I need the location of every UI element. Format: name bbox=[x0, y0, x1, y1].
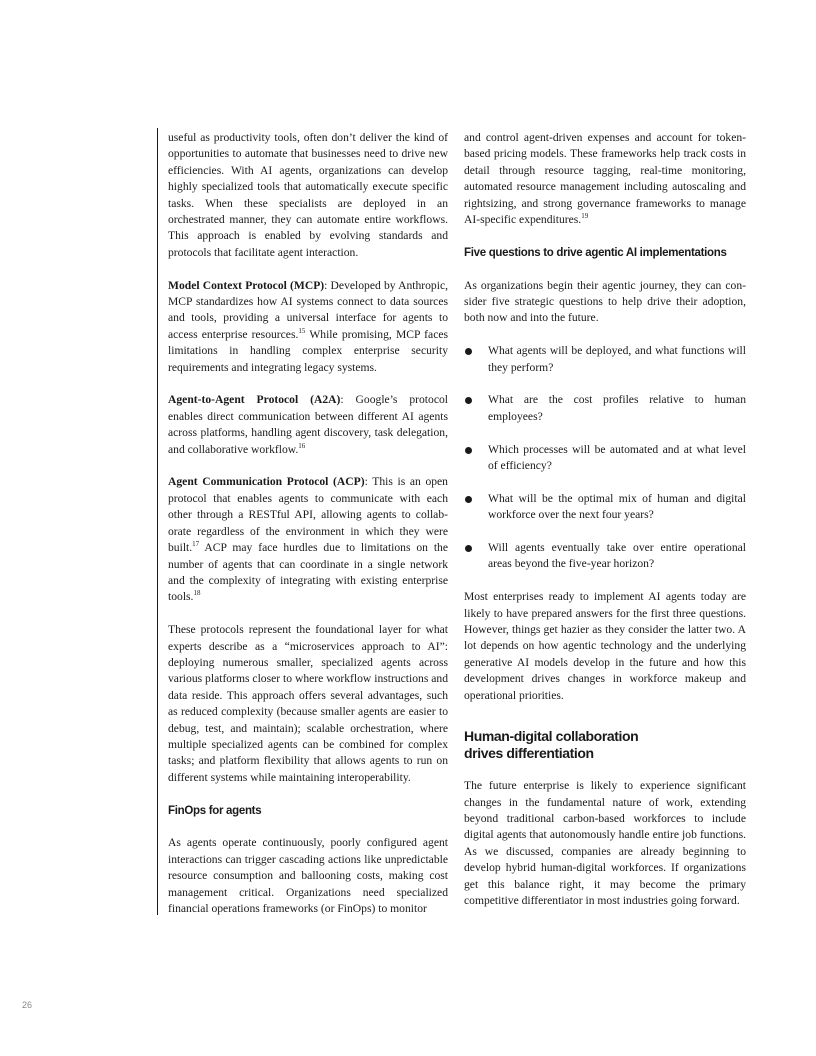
section-heading-line-1: Human-digital collaboration bbox=[464, 728, 639, 745]
column-rule bbox=[157, 128, 158, 915]
section-heading-line-2: drives differentiation bbox=[464, 745, 594, 762]
footnote-ref-16: 16 bbox=[298, 441, 306, 450]
list-item bbox=[464, 392, 746, 425]
enterprises-paragraph: Most enterprises ready to implement AI agents today are likely to have prepared answers for the first three questions. However, things get hazier as they consider the latter two. A lot depends on how agentic technology and the underlying generative AI models develop in the future and how this development drives changes in workforce makeup and operational priorities. bbox=[464, 590, 746, 702]
protocols-paragraph: These protocols represent the foundational layer for what experts describe as a “microservices approach to AI”: deploying numerous smaller, specialized agents across various platforms closer to where workflow instructions and data reside. This approach offers several advantages, such as reduced complexity (because smaller agents are easier to debug, test, and maintain); scalable orchestration, where multiple specialized agents can be combined for complex tasks; and platform flexibility that allows agents to run on different systems while maintaining interoperability. bbox=[168, 623, 448, 784]
list-item bbox=[464, 540, 746, 573]
mcp-paragraph bbox=[168, 278, 448, 376]
left-column bbox=[168, 130, 448, 917]
page-number: 26 bbox=[22, 1000, 33, 1010]
five-questions-intro: As organizations begin their agentic journey, they can consider five strategic questions to help drive their adoption, both now and into the future. bbox=[464, 278, 746, 325]
list-item bbox=[464, 442, 746, 475]
a2a-text: : Google’s protocol enables direct communication between different AI agents across platforms, handling agent discovery, task delegation, and collaborative workflow. bbox=[168, 393, 448, 456]
finops-paragraph: As agents operate continuously, poorly configured agent interactions can trigger cascading actions like unpredictable resource consumption and ballooning costs, making cost management critical. Organizations need specialized financial operations frameworks (or FinOps) to monitor bbox=[168, 836, 448, 915]
mcp-text-a: : Developed by Anthropic, MCP standardizes how AI systems connect to data sources and tools, providing a universal interface for agents to access enterprise resources. bbox=[168, 278, 448, 341]
acp-text-a: : This is an open protocol that enables agents to communicate with each other through a RESTful API, allowing agents to collaborate regardless of the environment in which they were built. bbox=[168, 475, 448, 555]
five-questions-heading: Five questions to drive agentic AI implementations bbox=[464, 246, 727, 259]
right-column bbox=[464, 130, 746, 909]
list-item bbox=[464, 343, 746, 376]
a2a-paragraph bbox=[168, 392, 448, 458]
footnote-ref-19: 19 bbox=[581, 212, 589, 221]
bullet-icon bbox=[465, 397, 472, 404]
footnote-ref-18: 18 bbox=[193, 589, 201, 598]
finops-continued-text: and control agent-driven expenses and account for token-based pricing models. These frameworks help track costs in detail through resource tagging, real-time monitoring, automated resource management including autoscaling and rightsizing, and strong governance frameworks to manage AI-specific expenditures. bbox=[464, 131, 746, 227]
question-text: What are the cost profiles relative to human employees? bbox=[488, 393, 746, 423]
questions-list bbox=[464, 343, 746, 573]
question-text: What will be the optimal mix of human and digital workforce over the next four years? bbox=[488, 491, 746, 522]
list-item bbox=[464, 491, 746, 524]
future-enterprise-paragraph: The future enterprise is likely to experience significant changes in the fundamental nature of work, extending beyond traditional carbon-based workforces to include digital agents that autonomously handle entire job functions. As we discussed, companies are already beginning to develop hybrid human-digital workforces. If organizations get this balance right, it may become the primary competitive differentiator in most industries going forward. bbox=[464, 779, 746, 907]
mcp-title: Model Context Protocol (MCP) bbox=[168, 278, 325, 292]
acp-text-b: ACP may face hurdles due to limitations on the number of agents that can coordinate in a single network and the complexity of integrating with existing enterprise tools. bbox=[168, 541, 448, 604]
footnote-ref-17: 17 bbox=[192, 540, 200, 549]
intro-paragraph: useful as productivity tools, often don’t deliver the kind of opportunities to automate that businesses need to drive new efficiencies. With AI agents, organizations can develop highly specialized tools that automatically execute specific tasks. When these specialists are deployed in an orchestrated manner, they can automate entire workflows. This approach is enabled by evolving standards and protocols that facilitate agent interaction. bbox=[168, 131, 448, 259]
bullet-icon bbox=[465, 447, 472, 454]
bullet-icon bbox=[465, 545, 472, 552]
mcp-text-b: While promising, MCP faces limitations in handling complex enterprise security requirements and integrating legacy systems. bbox=[168, 327, 448, 374]
a2a-title: Agent-to-Agent Protocol (A2A) bbox=[168, 393, 341, 407]
question-text: What agents will be deployed, and what functions will they perform? bbox=[488, 344, 746, 374]
bullet-icon bbox=[465, 348, 472, 355]
bullet-icon bbox=[465, 496, 472, 503]
footnote-ref-15: 15 bbox=[298, 327, 306, 335]
section-heading bbox=[464, 728, 746, 762]
question-text: Which processes will be automated and at what level of efficiency? bbox=[488, 442, 746, 473]
acp-paragraph bbox=[168, 474, 448, 605]
question-text: Will agents eventually take over entire operational areas beyond the five-year horizon? bbox=[488, 541, 746, 571]
finops-heading: FinOps for agents bbox=[168, 804, 262, 817]
acp-title: Agent Communication Protocol (ACP) bbox=[168, 475, 365, 489]
finops-continued-paragraph bbox=[464, 130, 746, 228]
